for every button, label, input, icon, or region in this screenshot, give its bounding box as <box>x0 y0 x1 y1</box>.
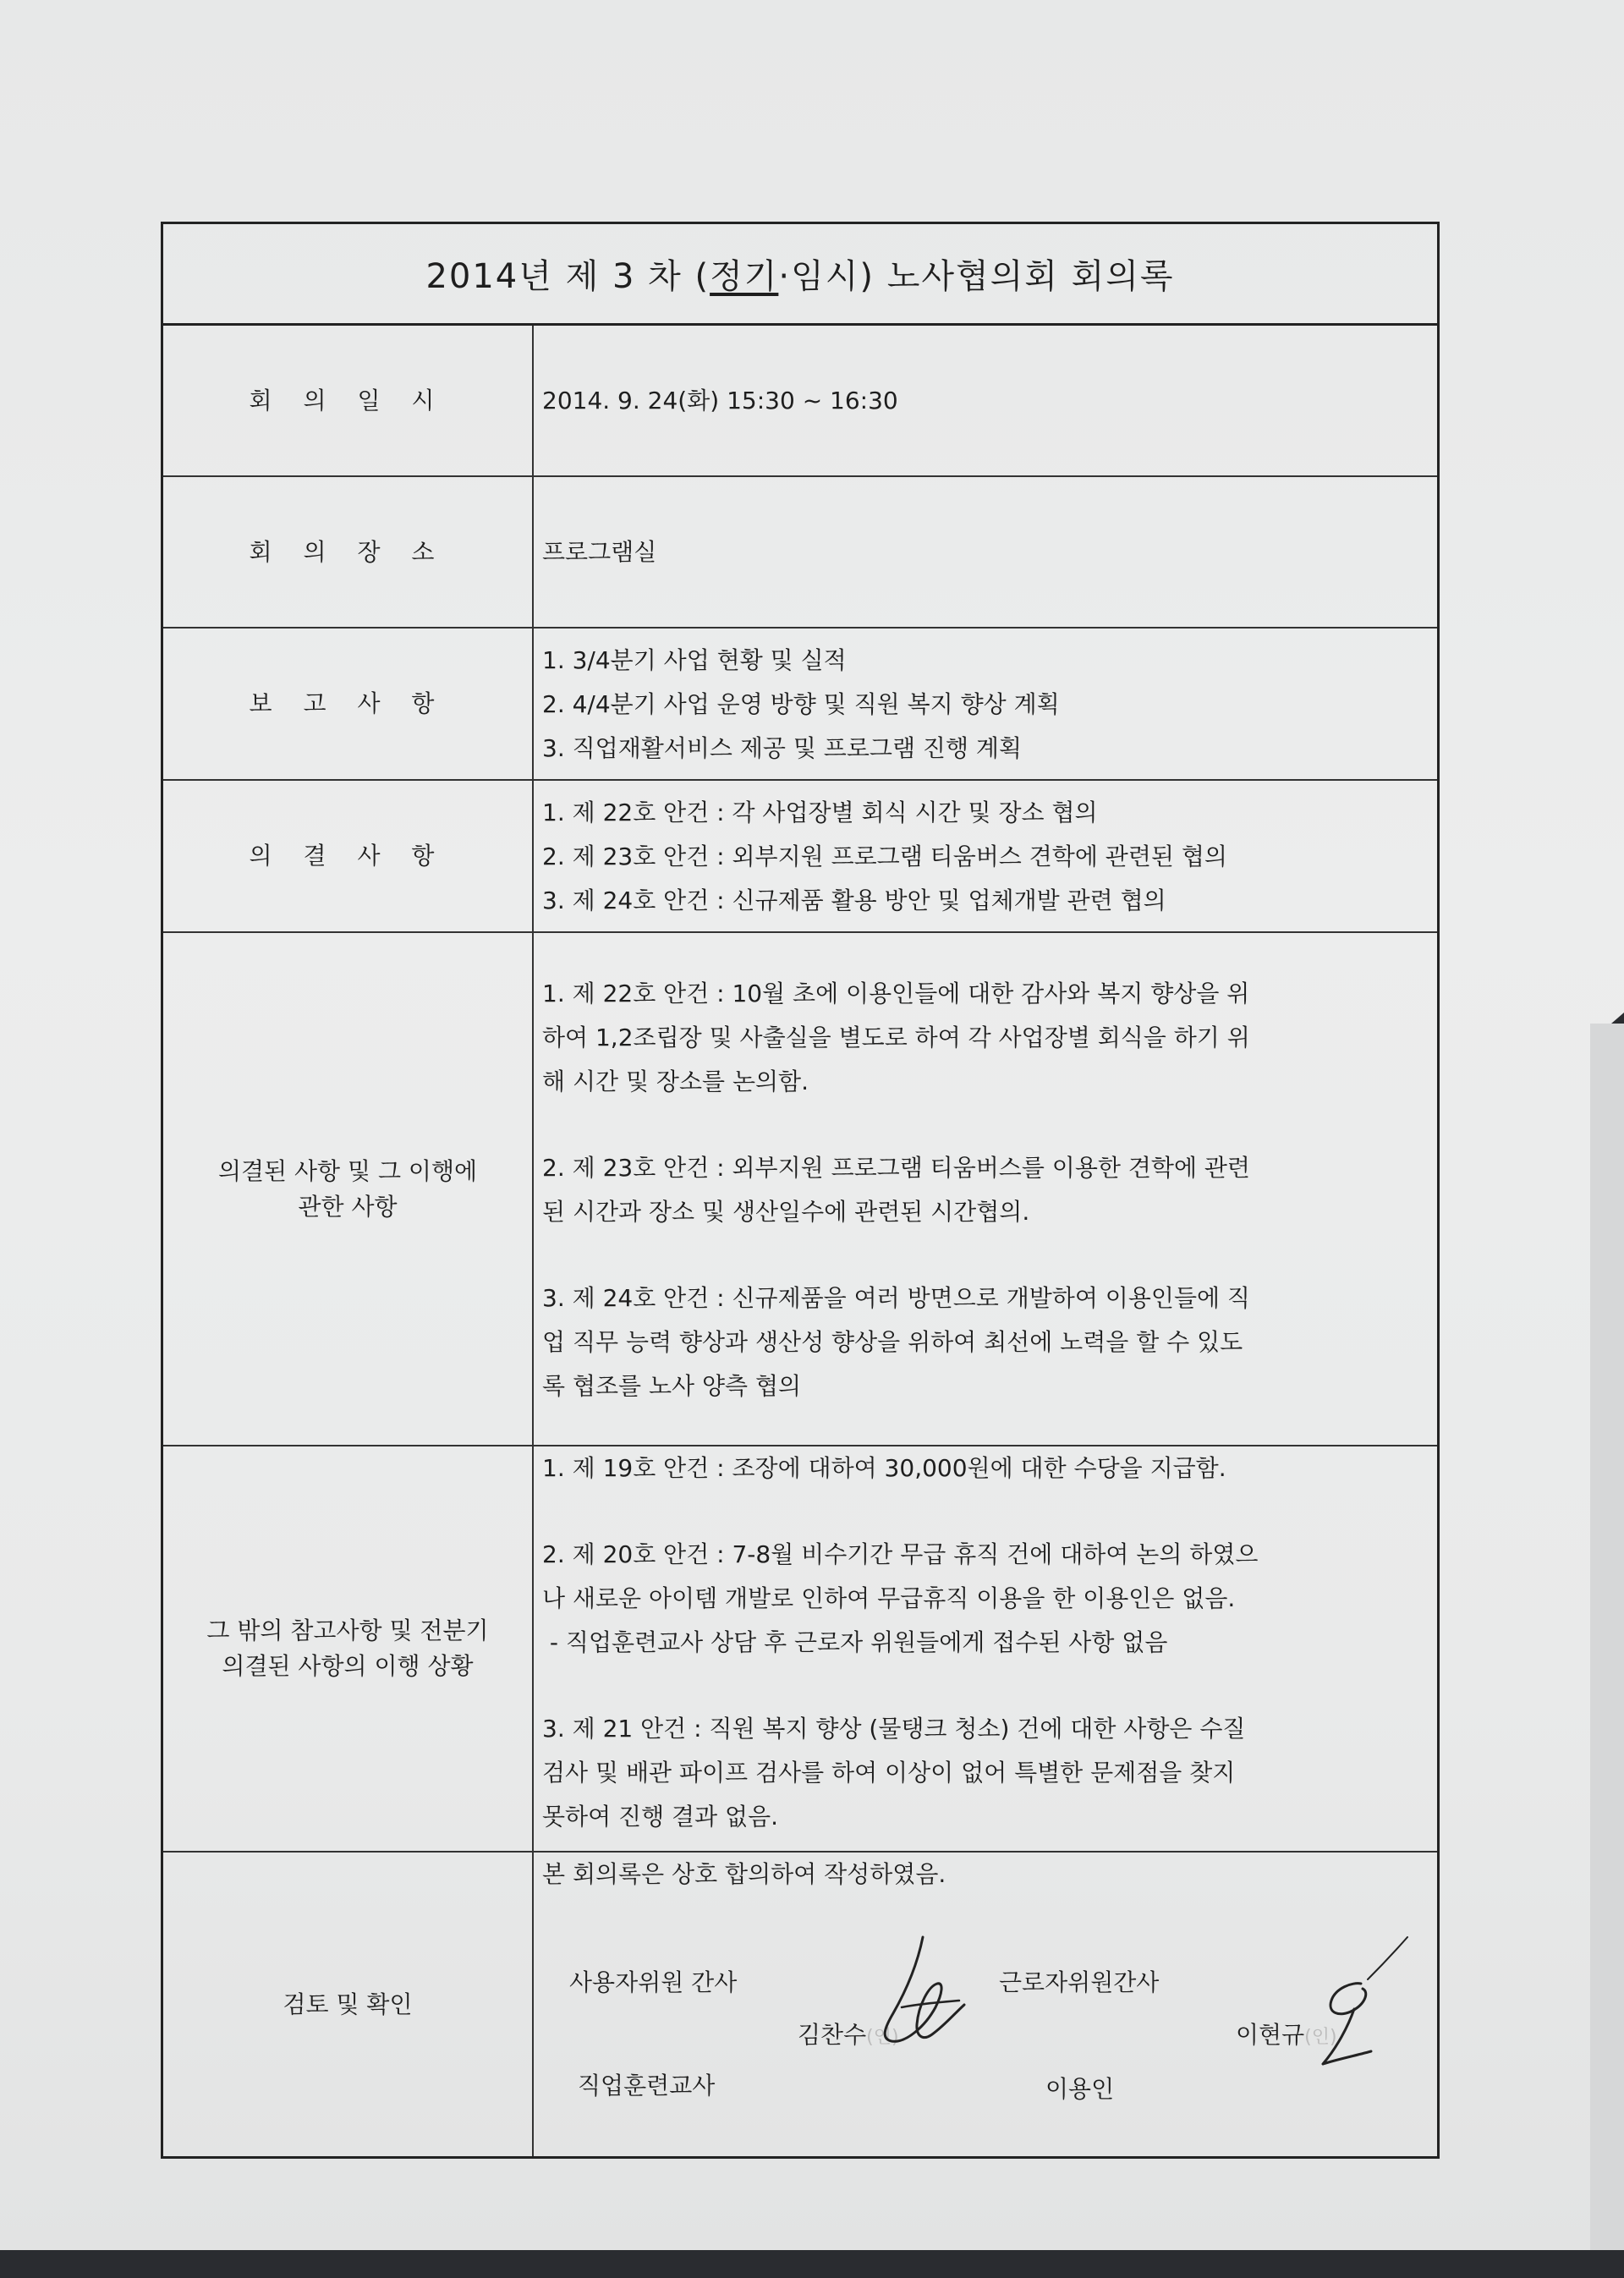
label-review-confirm: 검토 및 확인 <box>163 1853 534 2156</box>
list-item: 2. 제 23호 안건 : 외부지원 프로그램 티움버스를 이용한 견학에 관련 <box>542 1154 1250 1182</box>
list-item: 록 협조를 노사 양측 협의 <box>542 1372 802 1400</box>
worker-name: 이현규(인) <box>1236 2021 1337 2049</box>
row-other-notes <box>163 1446 1437 1853</box>
minutes-table <box>161 222 1440 2159</box>
row-resolution-items <box>163 781 1437 933</box>
list-item: 2. 제 23호 안건 : 외부지원 프로그램 티움버스 견학에 관련된 협의 <box>542 843 1227 870</box>
row-implementation <box>163 933 1437 1446</box>
list-item: 해 시간 및 장소를 논의함. <box>542 1068 809 1095</box>
label-resolution-items: 의 결 사 항 <box>163 781 534 931</box>
agreement-statement: 본 회의록은 상호 합의하여 작성하였음. <box>542 1860 946 1888</box>
list-item: 업 직무 능력 향상과 생산성 향상을 위하여 최선에 노력을 할 수 있도 <box>542 1328 1243 1356</box>
employer-signature <box>876 1933 969 2060</box>
list-item: 나 새로운 아이템 개발로 인하여 무급휴직 이용을 한 이용인은 없음. <box>542 1584 1236 1612</box>
label-meeting-place: 회 의 장 소 <box>163 477 534 627</box>
title-suffix: ·임시) 노사협의회 회의록 <box>778 257 1175 296</box>
worker-signature <box>1276 1933 1412 2077</box>
value-report-items <box>542 629 1429 779</box>
title-selected-type: 정기 <box>710 257 779 296</box>
list-item: 1. 제 19호 안건 : 조장에 대하여 30,000원에 대한 수당을 지급함. <box>542 1454 1226 1482</box>
list-item: 된 시간과 장소 및 생산일수에 관련된 시간협의. <box>542 1198 1030 1226</box>
row-meeting-place <box>163 477 1437 629</box>
list-item: 3. 제 24호 안건 : 신규제품 활용 방안 및 업체개발 관련 협의 <box>542 886 1166 914</box>
label-meeting-date: 회 의 일 시 <box>163 326 534 475</box>
employer-role: 사용자위원 간사 <box>569 1968 738 1996</box>
list-item: 1. 3/4분기 사업 현황 및 실적 <box>542 646 847 674</box>
list-item: 2. 4/4분기 사업 운영 방향 및 직원 복지 향상 계획 <box>542 690 1060 718</box>
trainer-role: 직업훈련교사 <box>578 2072 716 2100</box>
employer-name: 김찬수(인) <box>798 2021 899 2049</box>
trainer-name: 이용인 <box>1045 2075 1115 2103</box>
worker-role: 근로자위원간사 <box>999 1968 1160 1996</box>
value-other-notes <box>542 1446 1429 1851</box>
label-implementation: 의결된 사항 및 그 이행에 관한 사항 <box>163 933 534 1445</box>
list-item: 2. 제 20호 안건 : 7-8월 비수기간 무급 휴직 건에 대하여 논의 하였으 <box>542 1540 1259 1568</box>
document-title <box>163 224 1437 326</box>
value-implementation <box>542 933 1429 1445</box>
list-item: 못하여 진행 결과 없음. <box>542 1803 779 1831</box>
list-item: 3. 제 24호 안건 : 신규제품을 여러 방면으로 개발하여 이용인들에 직 <box>542 1284 1250 1312</box>
list-item: 3. 제 21 안건 : 직원 복지 향상 (물탱크 청소) 건에 대한 사항은 수질 <box>542 1715 1246 1743</box>
list-item: 하여 1,2조립장 및 사출실을 별도로 하여 각 사업장별 회식을 하기 위 <box>542 1024 1250 1051</box>
list-item: 3. 직업재활서비스 제공 및 프로그램 진행 계획 <box>542 734 1022 762</box>
label-other-notes: 그 밖의 참고사항 및 전분기 의결된 사항의 이행 상황 <box>163 1446 534 1851</box>
list-item: - 직업훈련교사 상담 후 근로자 위원들에게 접수된 사항 없음 <box>542 1628 1168 1656</box>
value-meeting-place: 프로그램실 <box>542 537 657 566</box>
list-item: 1. 제 22호 안건 : 각 사업장별 회식 시간 및 장소 협의 <box>542 799 1098 826</box>
list-item: 1. 제 22호 안건 : 10월 초에 이용인들에 대한 감사와 복지 향상을 위 <box>542 980 1250 1007</box>
label-report-items: 보 고 사 항 <box>163 629 534 779</box>
row-review-confirm <box>163 1853 1437 2156</box>
row-meeting-date <box>163 326 1437 477</box>
row-report-items <box>163 629 1437 781</box>
list-item: 검사 및 배관 파이프 검사를 하여 이상이 없어 특별한 문제점을 찾지 <box>542 1759 1236 1787</box>
value-resolution-items <box>542 781 1429 931</box>
underlying-sheet <box>1590 1024 1624 2250</box>
title-prefix: 2014년 제 3 차 ( <box>425 257 710 296</box>
value-meeting-date: 2014. 9. 24(화) 15:30 ~ 16:30 <box>542 386 898 414</box>
